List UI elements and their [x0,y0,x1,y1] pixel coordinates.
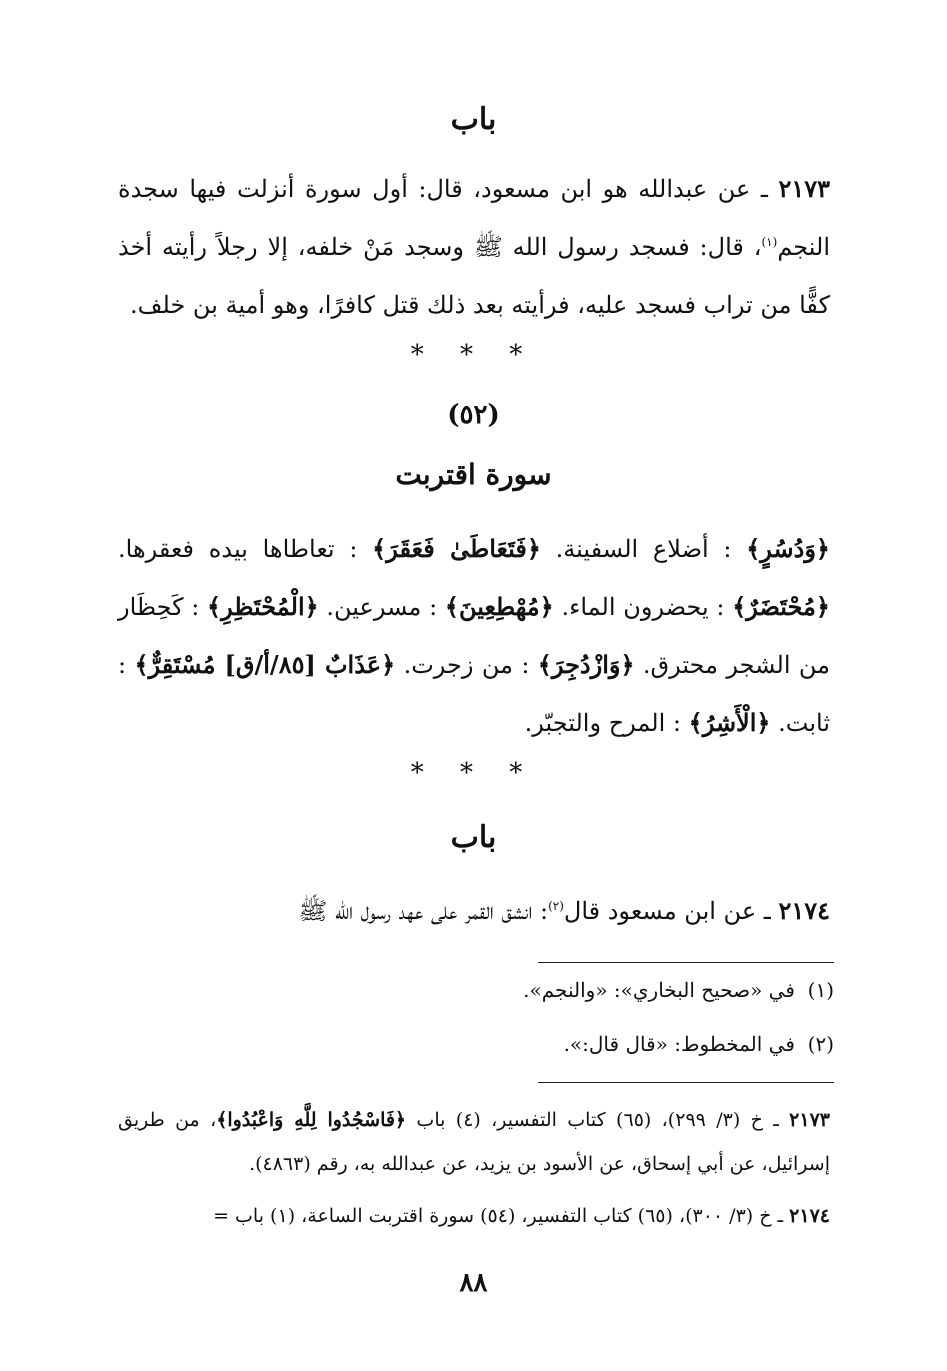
footnote-ref-1[interactable]: (١) [761,235,778,249]
hadith-number: ٢١٧٣ [778,174,830,203]
footnote-2 [564,1032,834,1056]
glossary-paragraph [118,520,830,752]
hadith-text-end: ، قال: فسجد رسول الله ﷺ وسجد مَنْ خلفه، إلا رجلاً رأيته أخذ كفًّا من تراب فسجد عليه، فرأيته بعد ذلك قتل كافرًا، وهو أمية بن خلف. [118,233,830,319]
term-definition: : ثابت. [118,651,830,737]
source-text: ـ خ (٣/ ٢٩٩)، (٦٥) كتاب التفسير، (٤) باب [406,1109,790,1131]
hadith-2173 [118,160,830,334]
footnote-1 [523,978,834,1002]
footnote-number: (٢) [807,1032,834,1056]
quran-term: ﴿عَذَابٌ [٨٥/أ/ق] مُسْتَقِرٌّ﴾ [134,650,396,679]
footnote-text: في المخطوط: «قال قال:». [563,1032,795,1056]
quran-term: ﴿مُهْطِعِينَ﴾ [444,592,554,621]
sources-divider [538,1082,834,1083]
footnote-divider [538,962,834,963]
quran-term: ﴿فَتَعَاطَىٰ فَعَقَرَ﴾ [372,534,541,563]
hadith-text-start: ـ عن ابن مسعود قال [563,897,779,925]
chapter-title: سورة اقتربت [395,458,552,491]
term-definition: : تعاطاها بيده فعقرها. [118,535,358,563]
quran-quote: ﴿فَاسْجُدُوا لِلَّهِ وَاعْبُدُوا﴾ [216,1109,407,1131]
hadith-text-end: : انشق القمر على عهد رسول الله ﷺ [298,897,549,925]
quran-term: ﴿الْمُحْتَظِرِ﴾ [207,592,319,621]
hadith-2174 [118,882,830,940]
section-title-bab: باب [450,102,497,137]
separator-asterisks: * * * [410,340,537,370]
page-number: ٨٨ [459,1268,488,1298]
term-definition: : أضلاع السفينة. [555,535,732,563]
term-definition: : يحضرون الماء. [561,593,725,621]
separator-asterisks: * * * [410,758,537,788]
quran-term: ﴿وَدُسُرٍ﴾ [746,534,830,563]
term-definition: : مسرعين. [326,593,438,621]
source-text: ، من طريق إسرائيل، عن أبي إسحاق، عن الأسود بن يزيد، عن عبدالله به، رقم (٤٨٦٣). [118,1109,830,1175]
footnote-number: (١) [807,978,834,1002]
footnote-text: في «صحيح البخاري»: «والنجم». [523,978,795,1002]
hadith-text-start: ـ عن عبدالله هو ابن مسعود، قال: أول سورة أنزلت فيها سجدة النجم [118,175,830,261]
footnote-ref-2[interactable]: (٢) [548,899,564,913]
hadith-number: ٢١٧٤ [778,896,830,925]
term-definition: : المرح والتجبّر. [524,709,681,737]
quran-term: ﴿مُحْتَضَرٌ﴾ [732,592,830,621]
source-number: ٢١٧٣ [789,1109,830,1131]
term-definition: : من زجرت. [403,651,530,679]
source-number: ٢١٧٤ [789,1205,830,1227]
term-definition: : كَحِظَار من الشجر محترق. [118,593,830,679]
chapter-number: (٥٢) [447,400,500,430]
source-text: ـ خ (٣/ ٣٠٠)، (٦٥) كتاب التفسير، (٥٤) سورة اقتربت الساعة، (١) باب = [213,1205,790,1227]
quran-term: ﴿الْأَشِرُ﴾ [688,708,771,737]
source-2174 [118,1194,830,1238]
section-title-bab: باب [450,820,497,855]
quran-term: ﴿وَازْدُجِرَ﴾ [537,650,635,679]
source-2173 [118,1098,830,1186]
